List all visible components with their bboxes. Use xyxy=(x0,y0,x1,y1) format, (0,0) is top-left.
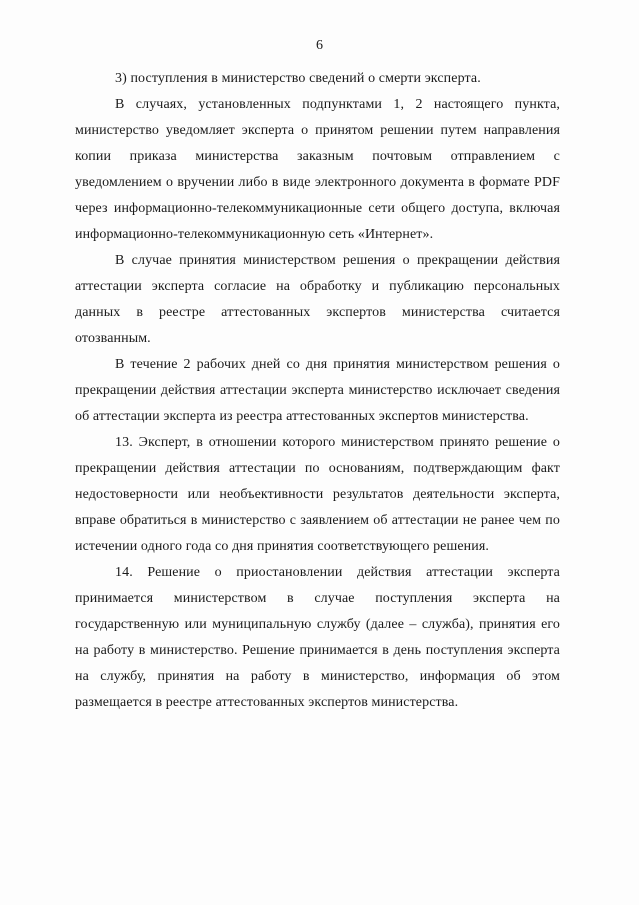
document-body xyxy=(75,66,560,716)
paragraph-notification: В случаях, установленных подпунктами 1, 2 настоящего пункта, министерство уведомляет эксперта о принятом решении путем направления копии приказа министерства заказным почтовым отправлением с уведомлением о вручении либо в виде электронного документа в формате PDF через информационно-телекоммуникационные сети общего доступа, включая информационно-телекоммуникационную сеть «Интернет». xyxy=(75,97,560,242)
paragraph-registry-exclusion: В течение 2 рабочих дней со дня принятия министерством решения о прекращении действия аттестации эксперта министерство исключает сведения об аттестации эксперта из реестра аттестованных экспертов министерства. xyxy=(75,357,560,424)
paragraph-section-13: 13. Эксперт, в отношении которого министерством принято решение о прекращении действия аттестации по основаниям, подтверждающим факт недостоверности или необъективности результатов деятельности эксперта, вправе обратиться в министерство с заявлением об аттестации не ранее чем по истечении одного года со дня принятия соответствующего решения. xyxy=(75,435,560,554)
paragraph-consent-withdrawn: В случае принятия министерством решения о прекращении действия аттестации эксперта согласие на обработку и публикацию персональных данных в реестре аттестованных экспертов министерства считается отозванным. xyxy=(75,253,560,346)
page-number: 6 xyxy=(316,38,323,53)
paragraph-item-3: 3) поступления в министерство сведений о смерти эксперта. xyxy=(115,71,481,86)
paragraph-section-14: 14. Решение о приостановлении действия аттестации эксперта принимается министерством в случае поступления эксперта на государственную или муниципальную службу (далее – служба), принятия его на работу в министерство. Решение принимается в день поступления эксперта на службу, принятия на работу в министерство, информация об этом размещается в реестре аттестованных экспертов министерства. xyxy=(75,565,560,710)
